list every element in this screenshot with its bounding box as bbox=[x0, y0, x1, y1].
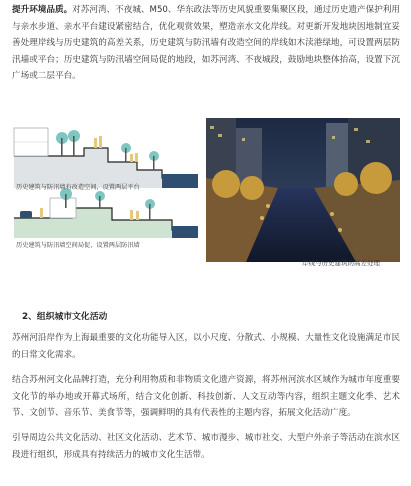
section-diagrams bbox=[12, 108, 198, 278]
paragraph-environment-quality bbox=[12, 2, 400, 85]
diagram-two-level-platform bbox=[14, 128, 198, 188]
riverside-photo bbox=[206, 118, 400, 262]
paragraph-lead: 提升环境品质。 bbox=[12, 5, 73, 15]
diagram1-caption: 历史建筑与防汛墙有改造空间，设置两层平台 bbox=[16, 184, 140, 191]
diagram2-caption: 历史建筑与防汛墙空间局促，设置两层防汛墙 bbox=[16, 242, 140, 249]
diagram-two-level-floodwall bbox=[14, 188, 198, 238]
section-heading: 2、组织城市文化活动 bbox=[22, 312, 108, 322]
section-diagram-svg bbox=[12, 108, 198, 278]
paragraph-cultural-function: 苏州河沿岸作为上海最重要的文化功能导入区，以小尺度、分散式、小规模、大量性文化设施满足市民的日常文化需求。 bbox=[12, 333, 400, 360]
photo-caption: 岸线与历史建筑的高差处理 bbox=[302, 259, 380, 267]
figure-shoreline bbox=[12, 108, 400, 278]
riverside-photo-svg bbox=[206, 118, 400, 262]
paragraph-cultural-brand: 结合苏州河文化品牌打造，充分利用物质和非物质文化遗产资源，将苏州河滨水区域作为城市年度重要文化节的举办地或开幕式场所，结合文化创新、科技创新、人文互动等内容，组织主题文化季、艺术节、文创节、音乐节、美食节等，强调鲜明的具有代表性的主题内容，拓展文化活动广度。 bbox=[12, 375, 400, 418]
paragraph-body: 对苏河湾、不夜城、M50、华东政法等历史风貌重要集聚区段，通过历史遗产保护利用与亲水步道、亲水平台建设紧密结合，优化观赏效果，塑造亲水文化岸线。对更新开发地块因地制宜妥善处理岸线与历史建筑的高差关系，历史建筑与防汛墙有改造空间的岸线如木渎港绿地，可设置两层防汛墙或平台；历史建筑与防汛墙空间局促的地段，如苏河湾、不夜城段，鼓励地块整体抬高，设置下沉广场或二层平台。 bbox=[12, 5, 400, 81]
paragraph-public-activities: 引导周边公共文化活动、社区文化活动、艺术节、城市漫步、城市社交、大型户外亲子等活动在滨水区段进行组织，形成具有持续活力的城市文化生活带。 bbox=[12, 433, 400, 460]
